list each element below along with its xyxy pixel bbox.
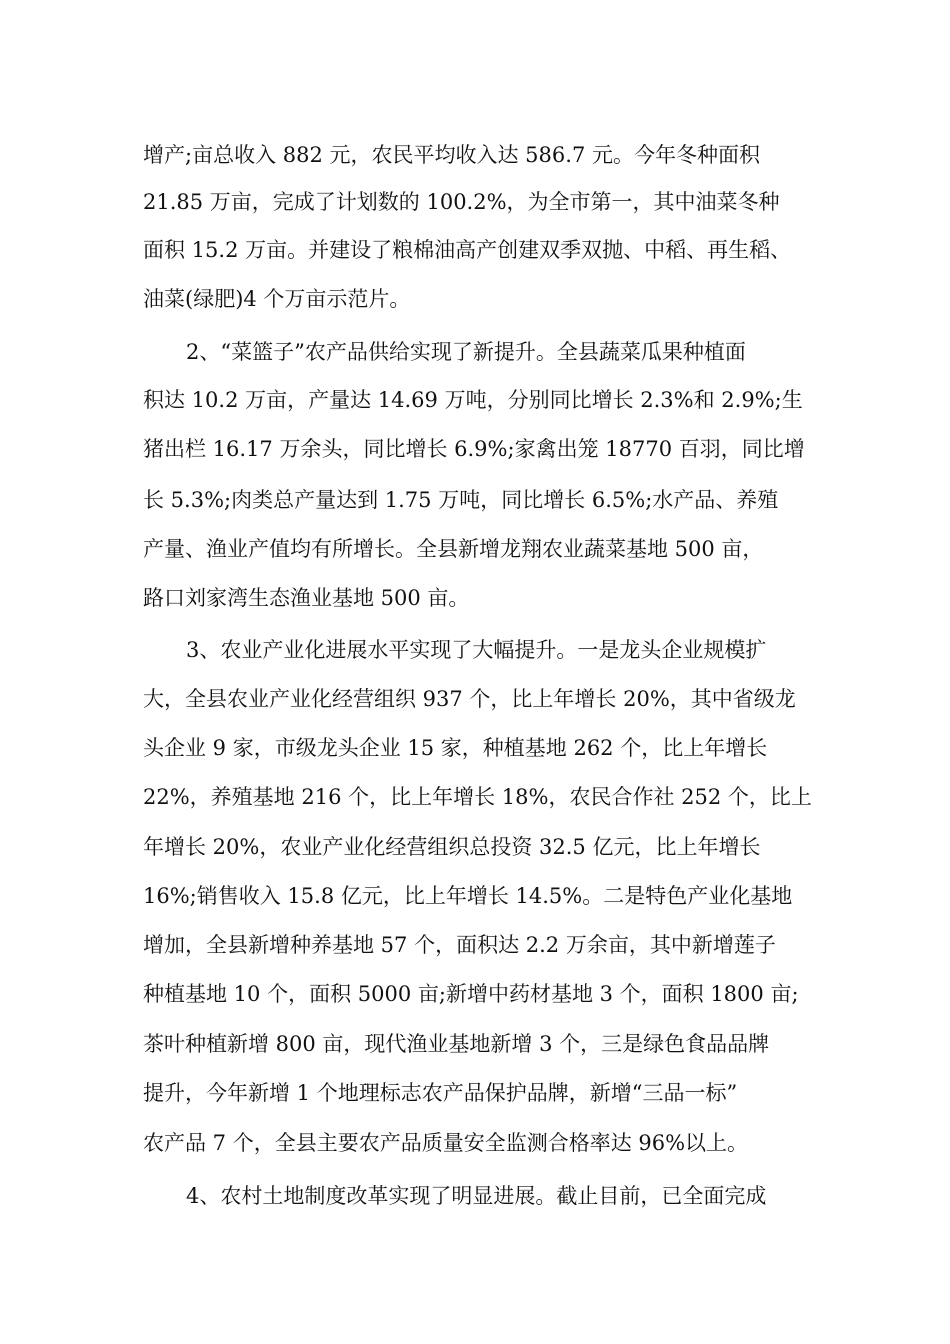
text-line: 增加，全县新增种养基地 57 个，面积达 2.2 万余亩，其中新增莲子 bbox=[143, 933, 776, 957]
text-line: 提升，今年新增 1 个地理标志农产品保护品牌，新增“三品一标” bbox=[143, 1081, 738, 1105]
text-line: 积达 10.2 万亩，产量达 14.69 万吨，分别同比增长 2.3%和 2.9%;生 bbox=[143, 388, 803, 412]
text-line: 产量、渔业产值均有所增长。全县新增龙翔农业蔬菜基地 500 亩， bbox=[143, 537, 764, 561]
paragraph-3-first-line: 3、农业产业化进展水平实现了大幅提升。一是龙头企业规模扩 bbox=[186, 638, 767, 662]
text-line: 22%，养殖基地 216 个，比上年增长 18%，农民合作社 252 个，比上 bbox=[143, 785, 812, 809]
text-line: 面积 15.2 万亩。并建设了粮棉油高产创建双季双抛、中稻、再生稻、 bbox=[143, 238, 792, 262]
paragraph-4-first-line: 4、农村土地制度改革实现了明显进展。截止目前，已全面完成 bbox=[186, 1184, 767, 1208]
text-line: 16%;销售收入 15.8 亿元，比上年增长 14.5%。二是特色产业化基地 bbox=[143, 884, 793, 908]
text-line: 头企业 9 家，市级龙头企业 15 家，种植基地 262 个，比上年增长 bbox=[143, 736, 768, 760]
text-line: 种植基地 10 个，面积 5000 亩;新增中药材基地 3 个，面积 1800 亩; bbox=[143, 982, 799, 1006]
text-line: 茶叶种植新增 800 亩，现代渔业基地新增 3 个，三是绿色食品品牌 bbox=[143, 1032, 770, 1056]
text-line: 猪出栏 16.17 万余头，同比增长 6.9%;家禽出笼 18770 百羽，同比增 bbox=[143, 437, 805, 461]
text-line: 年增长 20%，农业产业化经营组织总投资 32.5 亿元，比上年增长 bbox=[143, 835, 761, 859]
text-line: 增产;亩总收入 882 元，农民平均收入达 586.7 元。今年冬种面积 bbox=[143, 143, 760, 167]
paragraph-2-first-line: 2、“菜篮子”农产品供给实现了新提升。全县蔬菜瓜果种植面 bbox=[186, 340, 746, 364]
text-line: 21.85 万亩，完成了计划数的 100.2%，为全市第一，其中油菜冬种 bbox=[143, 190, 780, 214]
text-line: 路口刘家湾生态渔业基地 500 亩。 bbox=[143, 586, 470, 610]
text-line: 农产品 7 个，全县主要农产品质量安全监测合格率达 96%以上。 bbox=[143, 1131, 749, 1155]
text-line: 长 5.3%;肉类总产量达到 1.75 万吨，同比增长 6.5%;水产品、养殖 bbox=[143, 488, 779, 512]
text-line: 大，全县农业产业化经营组织 937 个，比上年增长 20%，其中省级龙 bbox=[143, 687, 796, 711]
text-line: 油菜(绿肥)4 个万亩示范片。 bbox=[143, 287, 411, 311]
